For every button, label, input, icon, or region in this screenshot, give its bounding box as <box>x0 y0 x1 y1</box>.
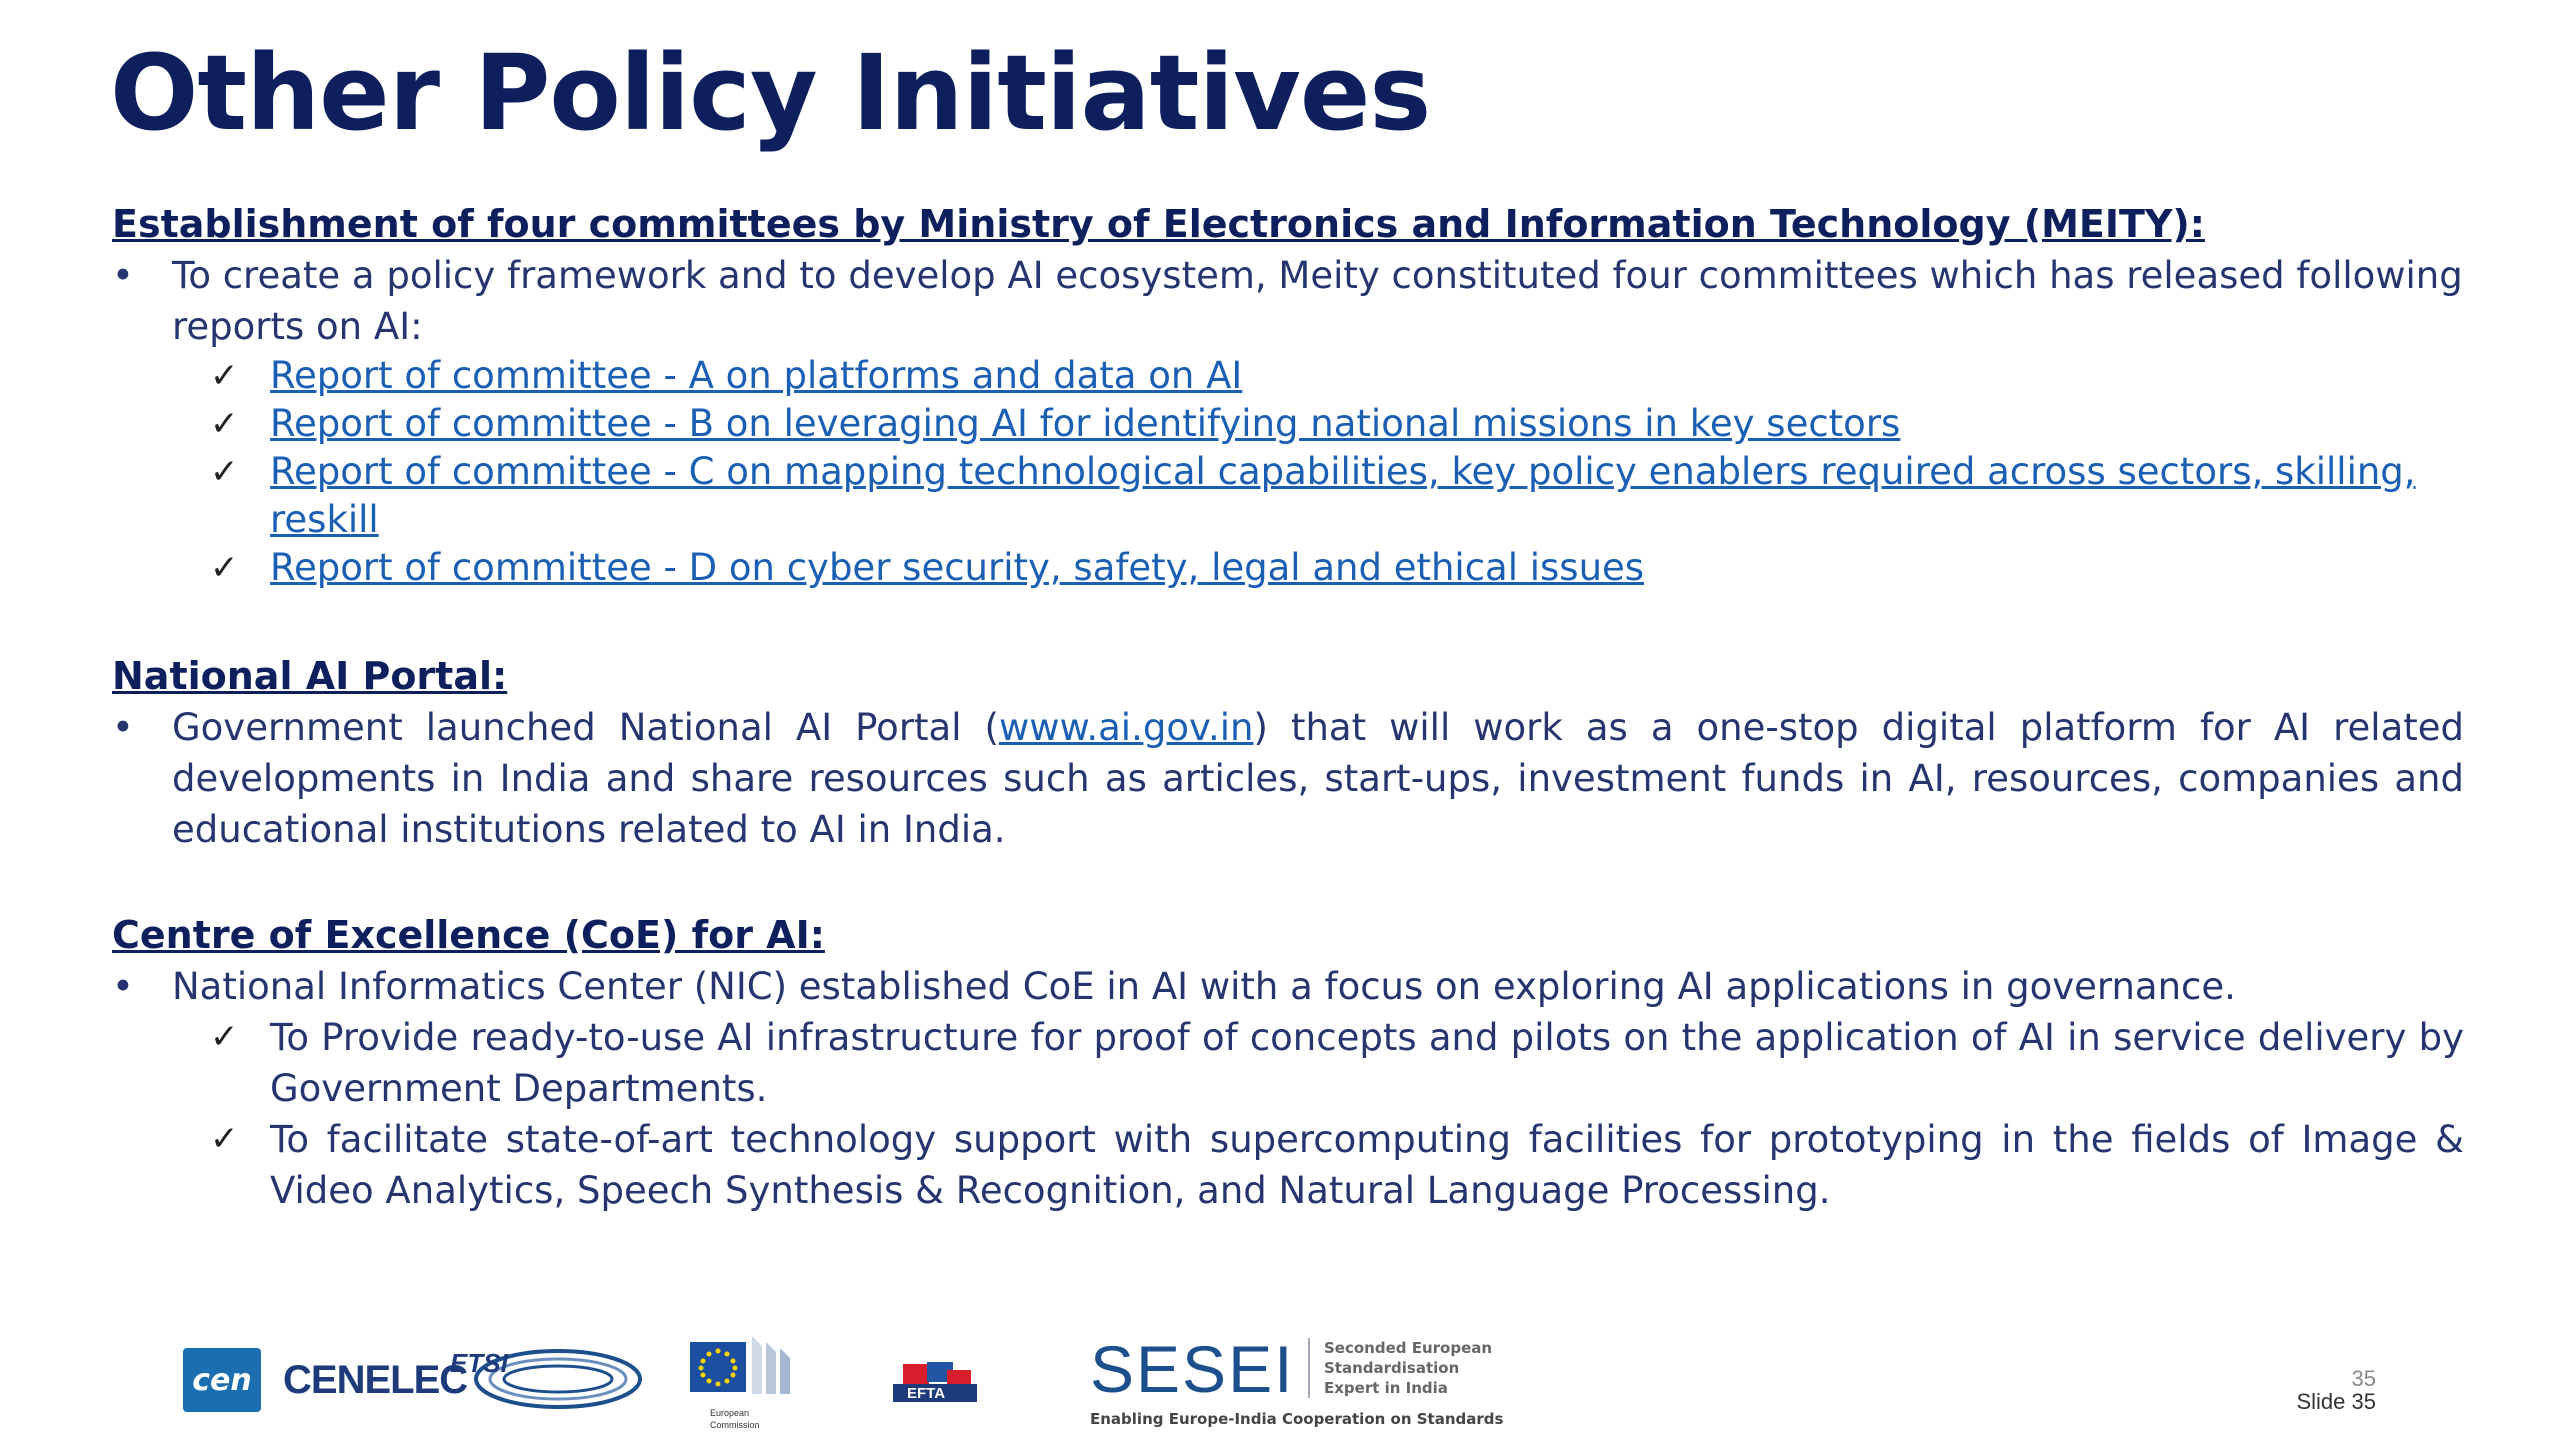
section-heading-coe: Centre of Excellence (CoE) for AI: <box>112 913 825 957</box>
coe-list <box>210 1012 2464 1216</box>
slide-label: Slide 35 <box>2296 1389 2376 1414</box>
european-commission-logo <box>680 1332 830 1452</box>
bullet-meity: • To create a policy framework and to develop AI ecosystem, Meity constituted four committees which has released following reports on AI: <box>112 250 2464 352</box>
report-d-link[interactable]: Report of committee - D on cyber security, safety, legal and ethical issues <box>270 546 1645 589</box>
bullet-dot-icon: • <box>112 254 134 297</box>
report-list <box>210 352 2464 592</box>
checkmark-icon: ✓ <box>210 548 239 588</box>
svg-text:European: European <box>710 1408 750 1418</box>
svg-text:EFTA: EFTA <box>907 1385 946 1402</box>
report-b-link[interactable]: Report of committee - B on leveraging AI for identifying national missions in key sectors <box>270 402 1901 445</box>
sesei-tagline: Enabling Europe-India Cooperation on Standards <box>1090 1410 1504 1428</box>
slide-body <box>112 198 2464 1216</box>
portal-url-link[interactable]: www.ai.gov.in <box>998 706 1254 749</box>
sesei-logo: SESEI Seconded European Standardisation Expert in India Enabling Europe-India Cooperation on Standards <box>1090 1332 1504 1428</box>
cen-logo: cen <box>183 1348 261 1412</box>
sesei-description: Seconded European Standardisation Expert in India <box>1308 1338 1492 1398</box>
checkmark-icon: ✓ <box>210 356 239 396</box>
efta-logo <box>885 1358 985 1422</box>
bullet-dot-icon: • <box>112 706 134 749</box>
list-item <box>210 448 2464 544</box>
bullet-coe: • National Informatics Center (NIC) established CoE in AI with a focus on exploring AI applications in governance. <box>112 961 2464 1012</box>
spacer <box>112 855 2464 909</box>
bullet-portal: • Government launched National AI Portal (www.ai.gov.in) that will work as a one-stop digital platform for AI related developments in India and share resources such as articles, start-ups, investment funds in AI, resources, companies and educational institutions related to AI in India. <box>112 702 2464 855</box>
spacer <box>112 592 2464 650</box>
list-item <box>210 352 2464 400</box>
list-item <box>210 544 2464 592</box>
svg-text:Commission: Commission <box>710 1420 760 1430</box>
section-heading-meity: Establishment of four committees by Ministry of Electronics and Information Technology (MEITY): <box>112 202 2205 246</box>
cenelec-logo: CENELEC <box>283 1358 468 1402</box>
list-item <box>210 400 2464 448</box>
bullet-dot-icon: • <box>112 965 134 1008</box>
section-heading-portal: National AI Portal: <box>112 654 508 698</box>
slide-title: Other Policy Initiatives <box>110 32 1431 154</box>
checkmark-icon: ✓ <box>210 452 239 492</box>
checkmark-icon: ✓ <box>210 1017 239 1057</box>
checkmark-icon: ✓ <box>210 404 239 444</box>
checkmark-icon: ✓ <box>210 1119 239 1159</box>
etsi-logo <box>448 1344 648 1418</box>
report-c-link[interactable]: Report of committee - C on mapping technological capabilities, key policy enablers required across sectors, skilling, reskill <box>270 450 2416 541</box>
list-item: ✓ To facilitate state-of-art technology support with supercomputing facilities for prototyping in the fields of Image & Video Analytics, Speech Synthesis & Recognition, and Natural Language Processing. <box>210 1114 2464 1216</box>
page-number: 35 <box>2351 1366 2376 1391</box>
svg-text:ETSI: ETSI <box>450 1348 508 1378</box>
report-a-link[interactable]: Report of committee - A on platforms and data on AI <box>270 354 1243 397</box>
list-item: ✓ To Provide ready-to-use AI infrastructure for proof of concepts and pilots on the application of AI in service delivery by Government Departments. <box>210 1012 2464 1114</box>
footer-logos <box>0 1320 2560 1440</box>
